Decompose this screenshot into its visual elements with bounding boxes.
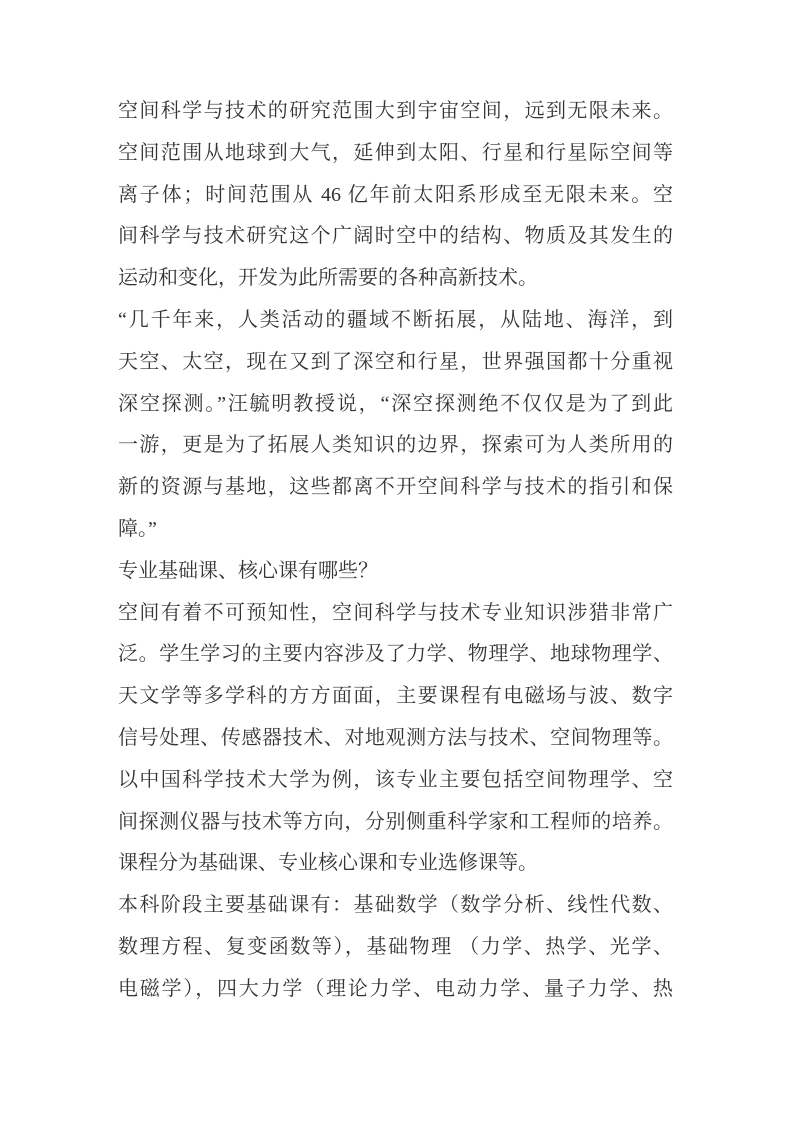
text-line: 障。” <box>118 517 157 540</box>
text-line: 深空探测。”汪毓明教授说，“深空探测绝不仅仅是为了到此 <box>118 392 673 415</box>
text-line: 数理方程、复变函数等），基础物理 （力学、热学、光学、 <box>118 935 673 958</box>
text-line: 一游，更是为了拓展人类知识的边界，探索可为人类所用的 <box>118 434 673 457</box>
text-line: 天空、太空，现在又到了深空和行星，世界强国都十分重视 <box>118 350 673 373</box>
text-line: 电磁学），四大力学（理论力学、电动力学、量子力学、热 <box>118 977 673 1000</box>
text-line: 空间有着不可预知性，空间科学与技术专业知识涉猎非常广 <box>118 601 673 624</box>
text-line: 信号处理、传感器技术、对地观测方法与技术、空间物理等。 <box>118 726 673 749</box>
section-question-line: 专业基础课、核心课有哪些？ <box>118 559 378 582</box>
text-line: 空间范围从地球到大气，延伸到太阳、行星和行星际空间等 <box>118 141 673 164</box>
text-line: 新的资源与基地，这些都离不开空间科学与技术的指引和保 <box>118 476 673 499</box>
text-line: 课程分为基础课、专业核心课和专业选修课等。 <box>118 852 538 875</box>
text-line: “几千年来，人类活动的疆域不断拓展，从陆地、海洋，到 <box>118 308 673 331</box>
text-line: 天文学等多学科的方方面面，主要课程有电磁场与波、数字 <box>118 685 673 708</box>
text-line: 以中国科学技术大学为例，该专业主要包括空间物理学、空 <box>118 768 673 791</box>
text-line: 间探测仪器与技术等方向，分别侧重科学家和工程师的培养。 <box>118 810 673 833</box>
text-line: 离子体；时间范围从 46 亿年前太阳系形成至无限未来。空 <box>118 183 673 206</box>
text-line: 泛。学生学习的主要内容涉及了力学、物理学、地球物理学、 <box>118 643 673 666</box>
text-line: 空间科学与技术的研究范围大到宇宙空间，远到无限未来。 <box>118 100 673 122</box>
text-line: 本科阶段主要基础课有：基础数学（数学分析、线性代数、 <box>118 894 673 917</box>
text-line: 间科学与技术研究这个广阔时空中的结构、物质及其发生的 <box>118 225 673 248</box>
text-line: 运动和变化，开发为此所需要的各种高新技术。 <box>118 267 538 290</box>
